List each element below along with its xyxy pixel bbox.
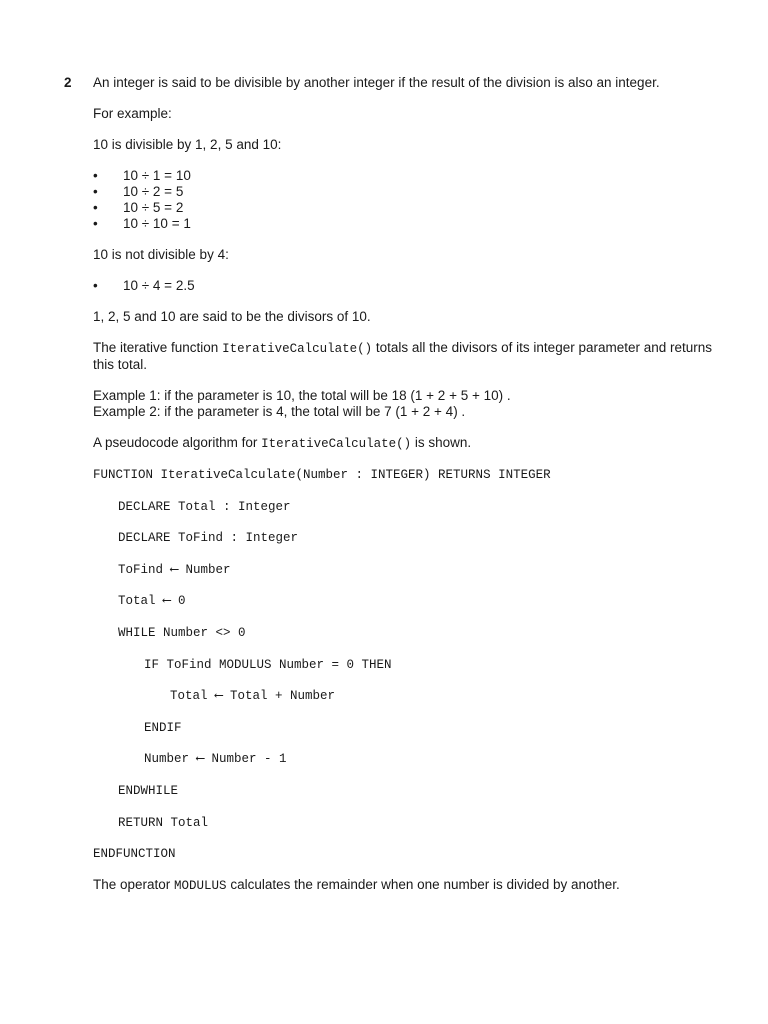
code-line: ENDFUNCTION: [93, 847, 176, 862]
question-number: 2: [64, 75, 72, 90]
code-line: DECLARE Total : Integer: [118, 499, 291, 514]
code-line: WHILE Number <> 0: [118, 625, 246, 640]
example-1: Example 1: if the parameter is 10, the total will be 18 (1 + 2 + 5 + 10) .: [93, 388, 511, 403]
list-item: • 10 ÷ 10 = 1: [93, 216, 191, 231]
function-name: IterativeCalculate(): [261, 437, 412, 451]
example-2: Example 2: if the parameter is 4, the total will be 7 (1 + 2 + 4) .: [93, 404, 466, 419]
code-line: ToFind ⟵ Number: [118, 562, 231, 577]
list-item: • 10 ÷ 4 = 2.5: [93, 278, 195, 293]
divisible-list: [93, 168, 733, 232]
function-name: IterativeCalculate(): [222, 342, 373, 356]
bullet-icon: •: [93, 278, 98, 293]
not-divisible-list: [93, 278, 733, 294]
bullet-icon: •: [93, 168, 98, 183]
bullet-icon: •: [93, 216, 98, 231]
question-content: [93, 75, 733, 894]
code-line: FUNCTION IterativeCalculate(Number : INTEGER) RETURNS INTEGER: [93, 468, 551, 482]
pseudocode-block: [93, 467, 733, 862]
divisible-heading: 10 is divisible by 1, 2, 5 and 10:: [93, 137, 282, 152]
iterative-description: The iterative function IterativeCalculate() totals all the divisors of its integer parameter and returns this total.: [93, 340, 713, 372]
bullet-icon: •: [93, 184, 98, 199]
code-line: ENDWHILE: [118, 783, 179, 798]
code-line: IF ToFind MODULUS Number = 0 THEN: [144, 657, 392, 672]
code-line: Total ⟵ Total + Number: [170, 689, 336, 704]
list-item: • 10 ÷ 5 = 2: [93, 200, 184, 215]
algorithm-intro: A pseudocode algorithm for IterativeCalculate() is shown.: [93, 435, 472, 451]
code-line: ENDIF: [144, 720, 182, 735]
code-line: RETURN Total: [118, 815, 209, 830]
not-divisible-heading: 10 is not divisible by 4:: [93, 247, 229, 262]
list-item: • 10 ÷ 1 = 10: [93, 168, 191, 183]
intro-text: An integer is said to be divisible by another integer if the result of the division is also an integer.: [93, 75, 660, 90]
code-line: DECLARE ToFind : Integer: [118, 531, 299, 546]
code-line: Number ⟵ Number - 1: [144, 752, 287, 767]
code-line: Total ⟵ 0: [118, 594, 186, 609]
divisors-statement: 1, 2, 5 and 10 are said to be the divisors of 10.: [93, 309, 371, 324]
operator-name: MODULUS: [174, 879, 227, 894]
list-item: • 10 ÷ 2 = 5: [93, 184, 184, 199]
modulus-description: The operator MODULUS calculates the remainder when one number is divided by another.: [93, 877, 620, 894]
for-example-text: For example:: [93, 106, 172, 121]
bullet-icon: •: [93, 200, 98, 215]
